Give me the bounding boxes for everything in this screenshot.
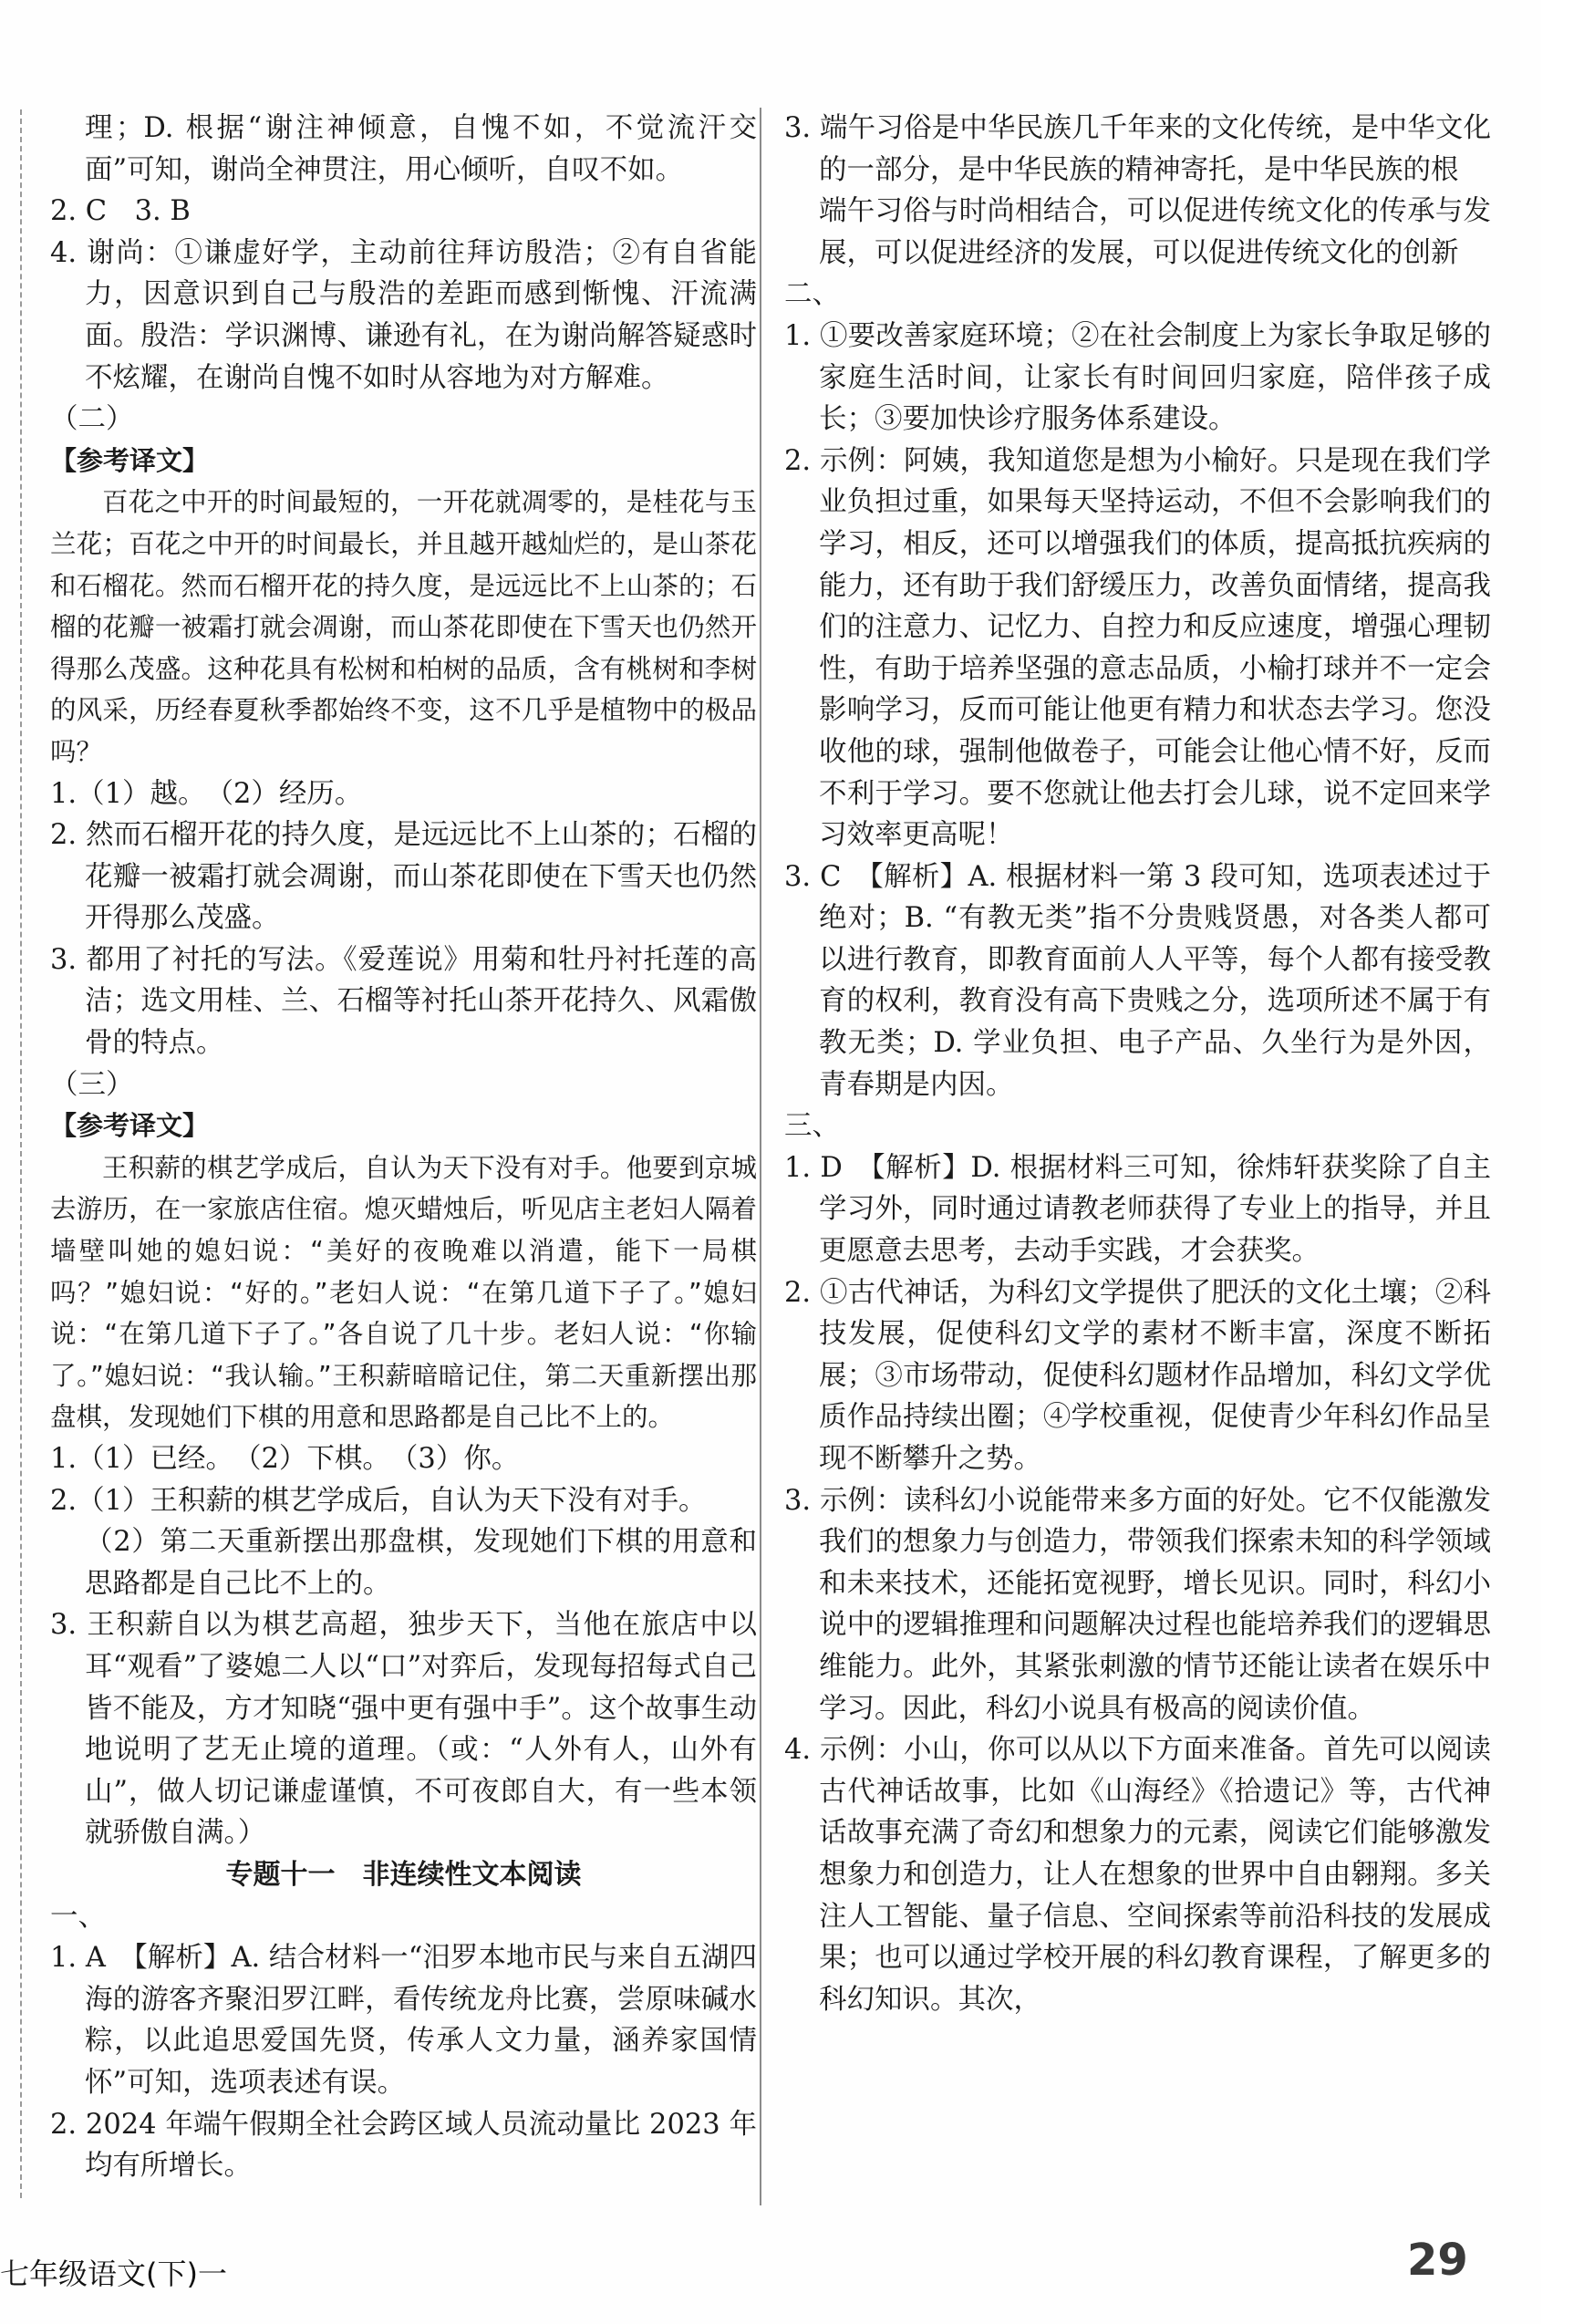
binding-dashed-line	[20, 109, 22, 2198]
page-number: 29	[1407, 2235, 1468, 2286]
answer-3: 3. 都用了衬托的写法。《爱莲说》用菊和牡丹衬托莲的高洁；选文用桂、兰、石榴等衬托山茶开花持久、风霜傲骨的特点。	[50, 943, 757, 1060]
answer-3-continued: 端午习俗与时尚相结合，可以促进传统文化的传承与发展，可以促进经济的发展，可以促进传统文化的创新	[819, 195, 1491, 269]
translation-text: 王积薪的棋艺学成后，自认为天下没有对手。他要到京城去游历，在一家旅店住宿。熄灭蜡烛后，听见店主老妇人隔着墙壁叫她的媳妇说：“美好的夜晚难以消遣，能下一局棋吗？”媳妇说：“好的。”老妇人说：“在第几道下子了。”媳妇说：“在第几道下子了。”各自说了几十步。老妇人说：“你输了。”媳妇说：“我认输。”王积薪暗暗记住，第二天重新摆出那盘棋，发现她们下棋的用意和思路都是自己比不上的。	[50, 1152, 757, 1433]
answer-2: 2. 2024 年端午假期全社会跨区域人员流动量比 2023 年均有所增长。	[50, 2108, 757, 2183]
left-column	[50, 108, 757, 2187]
answer-2a: 2.（1）王积薪的棋艺学成后，自认为天下没有对手。	[50, 1484, 707, 1517]
reference-translation-label: 【参考译文】	[50, 444, 210, 476]
answer-2-3: 2. C 3. B	[50, 195, 191, 228]
column-divider	[760, 108, 761, 2205]
footer-grade-label: 七年级语文(下)一	[0, 2257, 227, 2291]
reference-translation-label: 【参考译文】	[50, 1110, 210, 1142]
answer-1: 1.（1）越。 （2）经历。	[50, 777, 363, 810]
answer-2: 2. ①古代神话，为科幻文学提供了肥沃的文化土壤；②科技发展，促使科幻文学的素材不断丰富，深度不断拓展；③市场带动，促使科幻题材作品增加，科幻文学优质作品持续出圈；④学校重视，促使青少年科幻作品呈现不断攀升之势。	[784, 1276, 1491, 1475]
answer-text: 理；D. 根据“谢注神倾意，自愧不如，不觉流汗交面”可知，谢尚全神贯注，用心倾听，自叹不如。	[85, 112, 757, 186]
part-label: （三）	[50, 1068, 134, 1101]
right-column	[784, 108, 1491, 2020]
answer-2: 2. 示例：阿姨，我知道您是想为小榆好。只是现在我们学业负担过重，如果每天坚持运动，不但不会影响我们的学习，相反，还可以增强我们的体质，提高抵抗疾病的能力，还有助于我们舒缓压力，改善负面情绪，提高我们的注意力、记忆力、自控力和反应速度，增强心理韧性，有助于培养坚强的意志品质，小榆打球并不一定会影响学习，反而可能让他更有精力和状态去学习。您没收他的球，强制他做卷子，可能会让他心情不好，反而不利于学习。要不您就让他去打会儿球，说不定回来学习效率更高呢！	[784, 444, 1491, 852]
page-margin	[1541, 0, 1584, 2324]
section-label: 一、	[50, 1900, 106, 1933]
answer-3: 3. 示例：读科幻小说能带来多方面的好处。它不仅能激发我们的想象力与创造力，带领我们探索未知的科学领域和未来技术，还能拓宽视野，增长见识。同时，科幻小说中的逻辑推理和问题解决过程也能培养我们的逻辑思维能力。此外，其紧张刺激的情节还能让读者在娱乐中学习。因此，科幻小说具有极高的阅读价值。	[784, 1484, 1491, 1725]
answer-2b: （2）第二天重新摆出那盘棋，发现她们下棋的用意和思路都是自己比不上的。	[85, 1526, 757, 1600]
answer-1: 1. D 【解析】D. 根据材料三可知，徐炜轩获奖除了自主学习外，同时通过请教老师获得了专业上的指导，并且更愿意去思考，去动手实践，才会获奖。	[784, 1151, 1491, 1268]
answer-3: 3. 端午习俗是中华民族几千年来的文化传统，是中华文化的一部分，是中华民族的精神寄托，是中华民族的根	[784, 112, 1491, 186]
part-label: （二）	[50, 403, 134, 436]
section-title: 专题十一 非连续性文本阅读	[225, 1858, 582, 1891]
section-label: 二、	[784, 278, 840, 311]
answer-3: 3. 王积薪自以为棋艺高超，独步天下，当他在旅店中以耳“观看”了婆媳二人以“口”对弈后，发现每招每式自己皆不能及，方才知晓“强中更有强中手”。这个故事生动地说明了艺无止境的道理。（或：“人外有人，山外有山”，做人切记谦虚谨慎，不可夜郎自大，有一些本领就骄傲自满。）	[50, 1609, 757, 1850]
translation-text: 百花之中开的时间最短的，一开花就凋零的，是桂花与玉兰花；百花之中开的时间最长，并且越开越灿烂的，是山茶花和石榴花。然而石榴开花的持久度，是远远比不上山茶的；石榴的花瓣一被霜打就会凋谢，而山茶花即使在下雪天也仍然开得那么茂盛。这种花具有松树和柏树的品质，含有桃树和李树的风采，历经春夏秋季都始终不变，这不几乎是植物中的极品吗？	[50, 487, 757, 767]
answer-1: 1.（1）已经。 （2）下棋。 （3）你。	[50, 1443, 520, 1475]
answer-3: 3. C 【解析】A. 根据材料一第 3 段可知，选项表述过于绝对；B. “有教无类”指不分贵贱贤愚，对各类人都可以进行教育，即教育面前人人平等，每个人都有接受教育的权利，教育没有高下贵贱之分，选项所述不属于有教无类；D. 学业负担、电子产品、久坐行为是外因，青春期是内因。	[784, 860, 1491, 1101]
answer-1: 1. A 【解析】A. 结合材料一“汨罗本地市民与来自五湖四海的游客齐聚汨罗江畔，看传统龙舟比赛，尝原味碱水粽，以此追思爱国先贤，传承人文力量，涵养家国情怀”可知，选项表述有误。	[50, 1942, 757, 2099]
section-label: 三、	[784, 1110, 840, 1143]
answer-4: 4. 谢尚：①谦虚好学，主动前往拜访殷浩；②有自省能力，因意识到自己与殷浩的差距而感到惭愧、汗流满面。殷浩：学识渊博、谦逊有礼，在为谢尚解答疑惑时不炫耀，在谢尚自愧不如时从容地为对方解难。	[50, 236, 757, 394]
answer-2: 2. 然而石榴开花的持久度，是远远比不上山茶的；石榴的花瓣一被霜打就会凋谢，而山茶花即使在下雪天也仍然开得那么茂盛。	[50, 819, 757, 935]
answer-1: 1. ①要改善家庭环境；②在社会制度上为家长争取足够的家庭生活时间，让家长有时间回归家庭，陪伴孩子成长；③要加快诊疗服务体系建设。	[784, 319, 1491, 436]
answer-4: 4. 示例：小山，你可以从以下方面来准备。首先可以阅读古代神话故事，比如《山海经》《拾遗记》等，古代神话故事充满了奇幻和想象力的元素，阅读它们能够激发想象力和创造力，让人在想象的世界中自由翱翔。多关注人工智能、量子信息、空间探索等前沿科技的发展成果；也可以通过学校开展的科幻教育课程，了解更多的科幻知识。其次，	[784, 1734, 1491, 2016]
